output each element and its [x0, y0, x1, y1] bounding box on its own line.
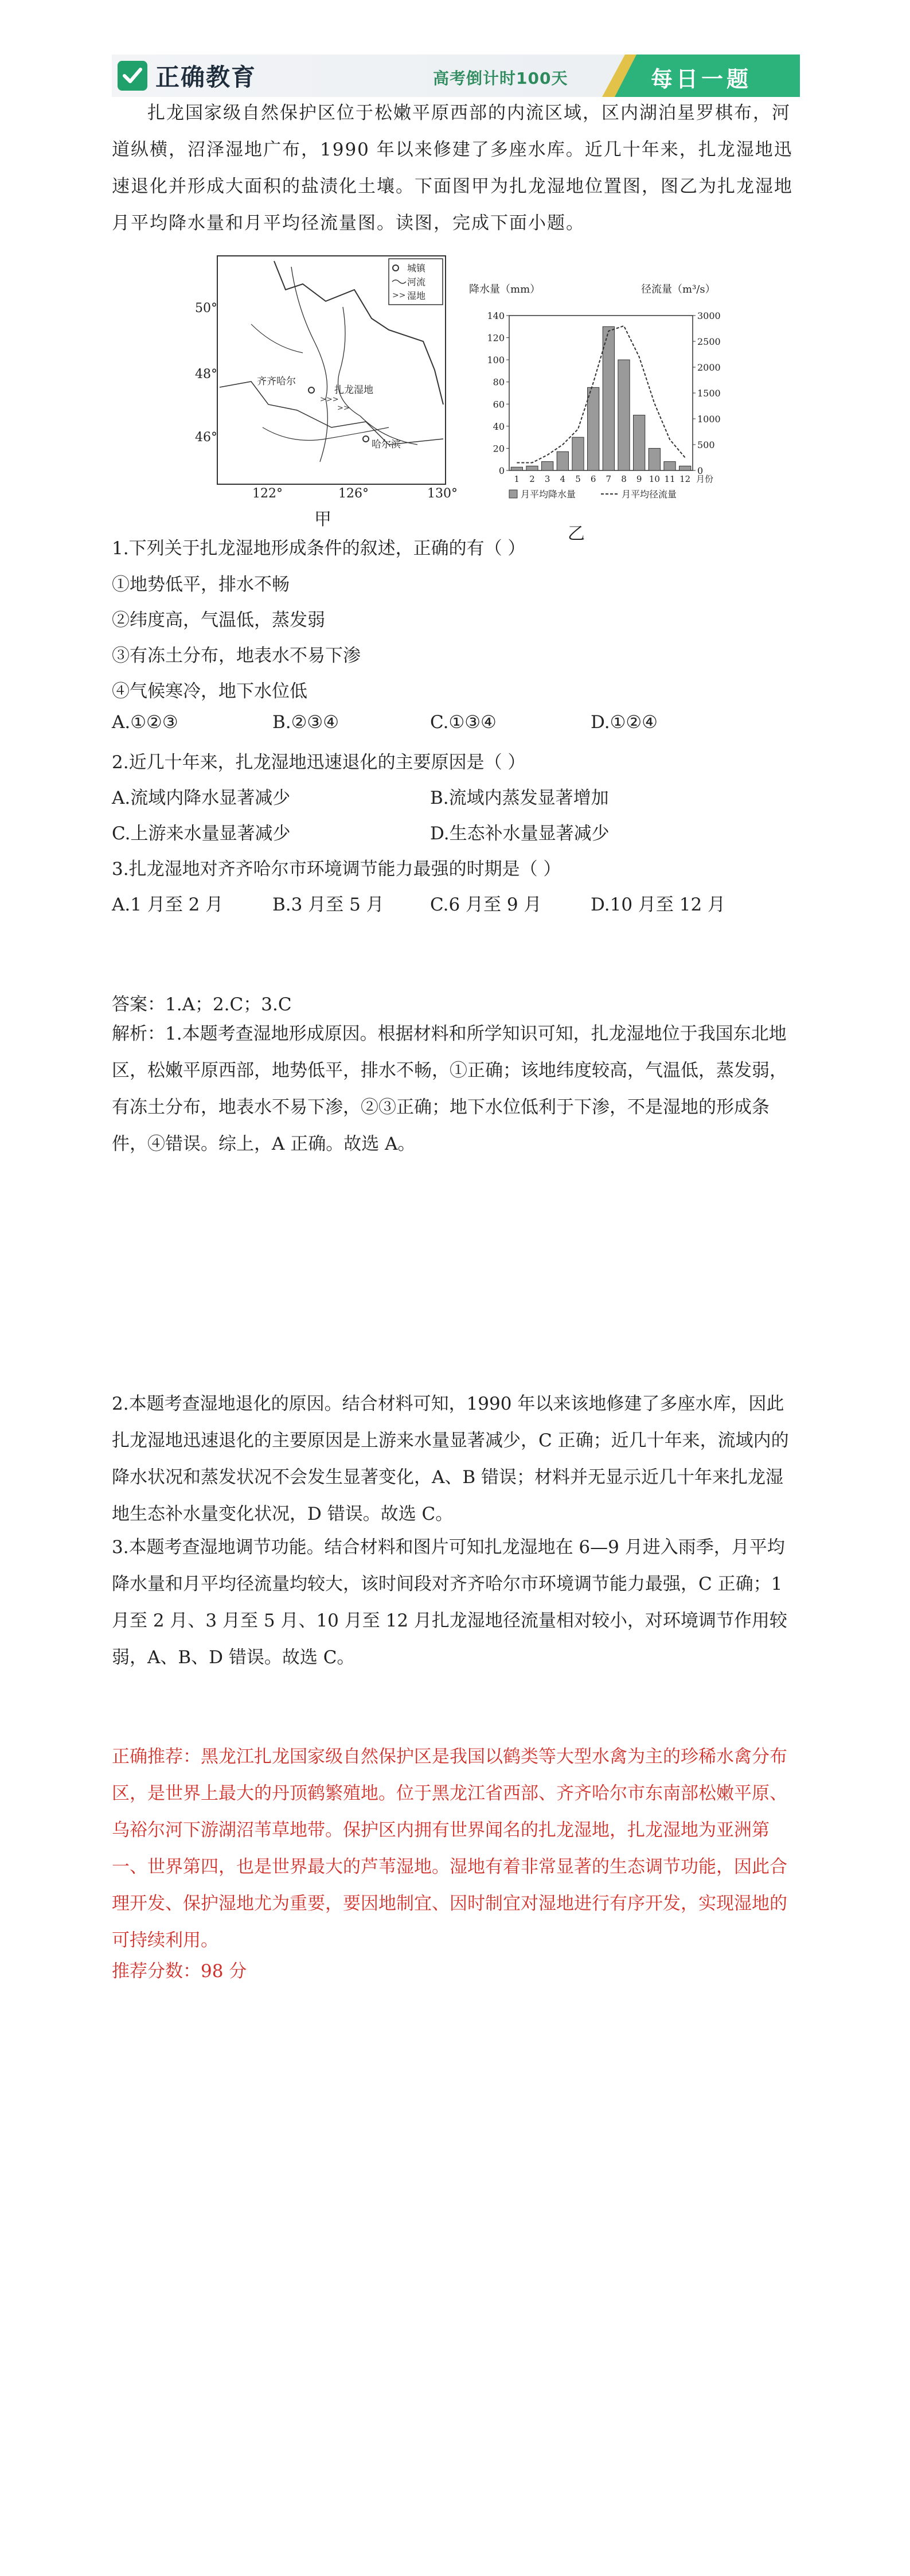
q3-option-d[interactable]: D.10 月至 12 月 [591, 894, 726, 915]
y-right-tick-label: 1000 [697, 414, 721, 425]
analysis-2: 2.本题考查湿地退化的原因。结合材料可知，1990 年以来该地修建了多座水库，因此扎龙湿地迅速退化的主要原因是上游来水量显著减少，C 正确；近几十年来，流域内的降水状况和蒸发状况不会发生显著变化，A、B 错误；材料并无显示近几十年来扎龙湿地生态补水量变化状况，D 错误。故选 C。 [112, 1394, 789, 1524]
y-left-tick-label: 0 [498, 465, 505, 476]
logo [118, 59, 256, 92]
q1-option-b[interactable]: B.②③④ [272, 712, 339, 733]
q3-option-c[interactable]: C.6 月至 9 月 [430, 894, 542, 915]
x-tick-label: 7 [606, 474, 612, 484]
precip-runoff-chart [469, 281, 733, 516]
q1-item-4: ④气候寒冷，地下水位低 [112, 681, 307, 702]
y-right-tick-label: 2500 [697, 336, 721, 347]
y-right-axis-title: 径流量（m³/s） [641, 283, 716, 295]
recommend-score: 推荐分数：98 分 [112, 1961, 247, 1982]
x-tick-label: 1 [514, 474, 520, 484]
x-tick-label: 5 [575, 474, 581, 484]
q1-option-d[interactable]: D.①②④ [591, 712, 658, 733]
y-right-tick-label: 1500 [697, 388, 721, 399]
chart-caption: 乙 [568, 524, 585, 544]
q2-option-b[interactable]: B.流域内蒸发显著增加 [430, 788, 609, 808]
precip-bar [588, 387, 599, 470]
precip-bar [542, 462, 553, 470]
label-qiqihar: 齐齐哈尔 [257, 376, 296, 387]
q1-option-c[interactable]: C.①③④ [430, 712, 497, 733]
precip-bar [649, 448, 660, 470]
analysis-3: 3.本题考查湿地调节功能。结合材料和图片可知扎龙湿地在 6—9 月进入雨季，月平均降水量和月平均径流量均较大，该时间段对齐齐哈尔市环境调节能力最强，C 正确；1 月至 2 月、3 月至 5 月、10 月至 12 月扎龙湿地径流量相对较小，对环境调节作用较弱，A、B、D 错误。故选 C。 [112, 1537, 787, 1668]
legend-precip: 月平均降水量 [521, 489, 576, 500]
brand-name: 正确教育 [155, 63, 257, 91]
q3-option-b[interactable]: B.3 月至 5 月 [272, 894, 384, 915]
precip-bar [664, 462, 675, 470]
wetland-mark: >> [337, 404, 350, 413]
legend-town: 城镇 [407, 263, 426, 274]
precip-bar [679, 466, 691, 470]
y-right-tick-label: 3000 [697, 310, 721, 321]
x-tick-label: 9 [636, 474, 642, 484]
precip-bar [634, 415, 645, 470]
plot-frame [509, 316, 693, 470]
y-left-tick-label: 120 [487, 332, 505, 344]
y-left-tick-label: 60 [493, 399, 505, 410]
y-left-tick-label: 20 [493, 443, 505, 454]
y-left-tick-label: 100 [487, 355, 505, 366]
y-right-tick-label: 0 [697, 465, 704, 476]
q3-option-a[interactable]: A.1 月至 2 月 [112, 894, 224, 915]
y-left-axis-title: 降水量（mm） [469, 283, 541, 295]
header-banner [112, 55, 800, 97]
recommend-paragraph: 正确推荐：黑龙江扎龙国家级自然保护区是我国以鹤类等大型水禽为主的珍稀水禽分布区，是世界上最大的丹顶鹤繁殖地。位于黑龙江省西部、齐齐哈尔市东南部松嫩平原、乌裕尔河下游湖沼苇草地带。保护区内拥有世界闻名的扎龙湿地，扎龙湿地为亚洲第一、世界第四，也是世界最大的芦苇湿地。湿地有着非常显著的生态调节功能，因此合理开发、保护湿地尤为重要，要因地制宜、因时制宜对湿地进行有序开发，实现湿地的可持续利用。 [112, 1746, 787, 1951]
q2-option-c[interactable]: C.上游来水量显著减少 [112, 823, 291, 844]
precip-bar [511, 467, 522, 470]
y-left-tick-label: 80 [493, 376, 505, 388]
legend-runoff: 月平均径流量 [622, 489, 677, 500]
daily-question-label: 每日一题 [651, 67, 752, 92]
wetland-mark: >>> [320, 395, 339, 404]
label-harbin: 哈尔滨 [372, 439, 401, 450]
lon-130-label: 130° [427, 487, 458, 501]
precip-bar [557, 452, 568, 470]
legend-river: 河流 [407, 277, 426, 287]
countdown-label: 高考倒计时100天 [433, 69, 568, 88]
x-tick-label: 3 [544, 474, 550, 484]
x-axis-unit: 月份 [696, 474, 714, 484]
map-caption: 甲 [314, 509, 331, 530]
q2-option-d[interactable]: D.生态补水量显著减少 [430, 823, 610, 844]
check-icon [118, 61, 147, 91]
lon-126-label: 126° [338, 487, 369, 501]
lat-46-label: 46° [195, 430, 217, 445]
q1-item-1: ①地势低平，排水不畅 [112, 574, 290, 595]
x-tick-label: 2 [529, 474, 535, 484]
lat-48-label: 48° [195, 367, 217, 382]
y-left-tick-label: 140 [487, 310, 505, 321]
location-map [217, 255, 446, 485]
q1-stem: 1.下列关于扎龙湿地形成条件的叙述，正确的有（ ） [112, 538, 526, 559]
x-tick-label: 12 [679, 474, 691, 484]
q2-stem: 2.近几十年来，扎龙湿地迅速退化的主要原因是（ ） [112, 752, 526, 773]
runoff-line [517, 326, 685, 463]
x-tick-label: 10 [649, 474, 660, 484]
q3-stem: 3.扎龙湿地对齐齐哈尔市环境调节能力最强的时期是（ ） [112, 859, 561, 880]
precip-bar [618, 360, 630, 470]
analysis-1: 解析：1.本题考查湿地形成原因。根据材料和所学知识可知，扎龙湿地位于我国东北地区，松嫩平原西部，地势低平，排水不畅，①正确；该地纬度较高，气温低，蒸发弱，有冻土分布，地表水不易下渗，②③正确；地下水位低利于下渗，不是湿地的形成条件，④错误。综上，A 正确。故选 A。 [112, 1024, 787, 1154]
legend-wetland: 湿地 [407, 290, 426, 301]
lon-122-label: 122° [252, 487, 283, 501]
x-tick-label: 11 [664, 474, 675, 484]
intro-paragraph: 扎龙国家级自然保护区位于松嫩平原西部的内流区域，区内湖泊星罗棋布，河道纵横，沼泽湿地广布，1990 年以来修建了多座水库。近几十年来，扎龙湿地迅速退化并形成大面积的盐渍化土壤。下面图甲为扎龙湿地位置图，图乙为扎龙湿地月平均降水量和月平均径流量图。读图，完成下面小题。 [112, 103, 793, 234]
legend-precip-swatch [509, 490, 517, 498]
y-right-tick-label: 500 [697, 439, 715, 450]
q2-option-a[interactable]: A.流域内降水显著减少 [112, 788, 291, 808]
x-tick-label: 6 [590, 474, 596, 484]
x-tick-label: 8 [621, 474, 627, 484]
legend-wetland-icon: >> [392, 291, 406, 300]
y-left-tick-label: 40 [493, 421, 505, 432]
precip-bar [572, 437, 584, 470]
label-zhalong: 扎龙湿地 [334, 384, 373, 396]
q1-item-3: ③有冻土分布，地表水不易下渗 [112, 645, 361, 666]
x-tick-label: 4 [560, 474, 566, 484]
answer-line: 答案：1.A；2.C；3.C [112, 994, 292, 1015]
q1-option-a[interactable]: A.①②③ [112, 712, 178, 733]
precip-bar [526, 466, 538, 470]
lat-50-label: 50° [195, 301, 217, 316]
y-right-tick-label: 2000 [697, 362, 721, 373]
precip-bar [603, 326, 614, 470]
q1-item-2: ②纬度高，气温低，蒸发弱 [112, 610, 325, 631]
